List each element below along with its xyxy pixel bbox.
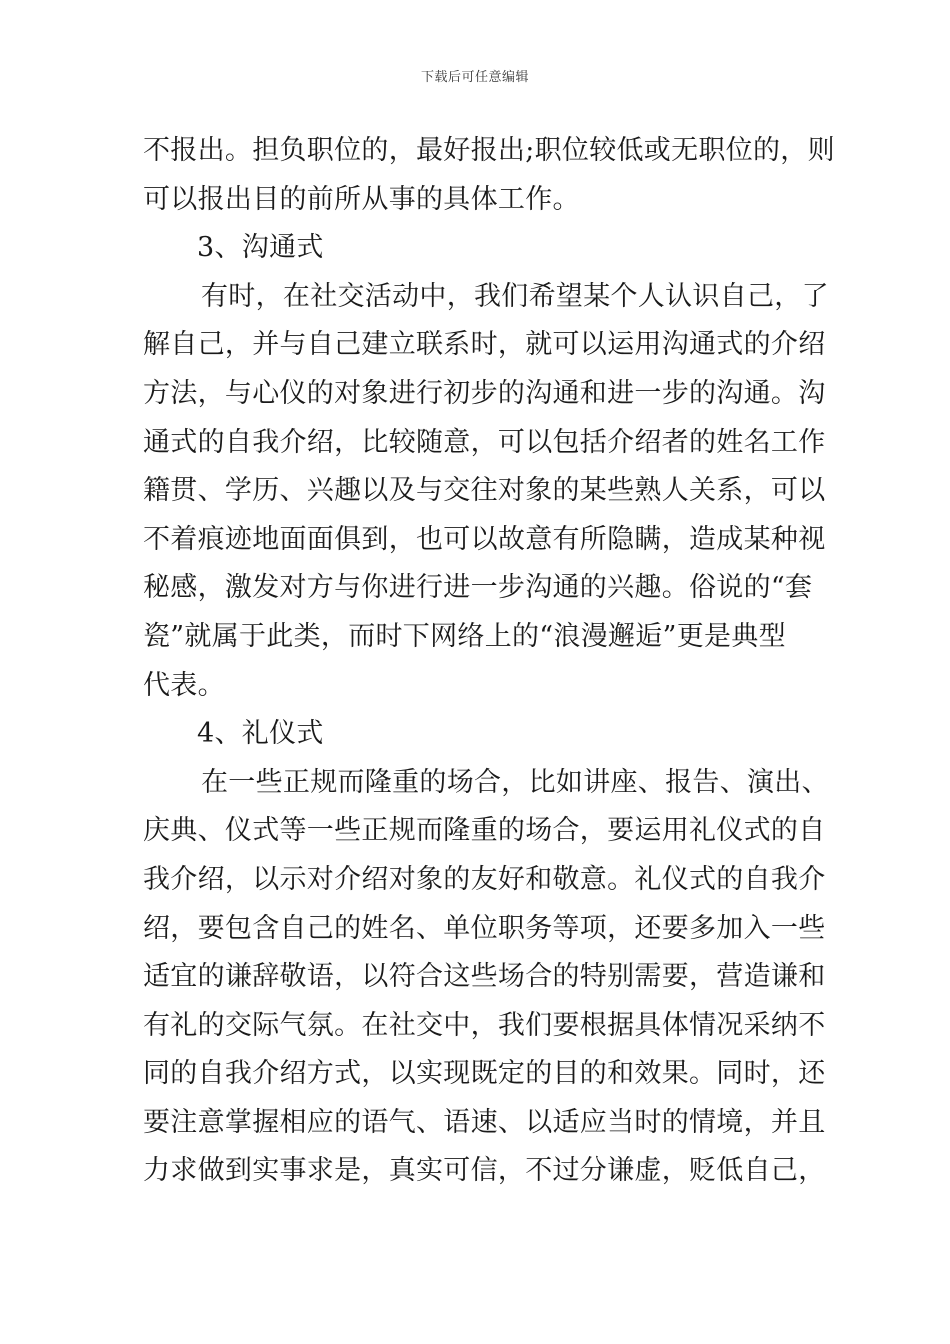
text-line: 绍，要包含自己的姓名、单位职务等项，还要多加入一些 [143,912,826,944]
text-line: 方法，与心仪的对象进行初步的沟通和进一步的沟通。沟 [143,377,826,409]
text-line: 在一些正规而隆重的场合，比如讲座、报告、演出、 [201,766,829,798]
text-line: 籍贯、学历、兴趣以及与交往对象的某些熟人关系，可以 [143,475,826,507]
section-heading: 4、礼仪式 [197,718,324,750]
text-line: 力求做到实事求是，真实可信，不过分谦虚，贬低自己， [143,1155,826,1187]
text-line: 不着痕迹地面面俱到，也可以故意有所隐瞒，造成某种视 [143,523,826,555]
text-line: 通式的自我介绍，比较随意，可以包括介绍者的姓名工作 [143,426,826,458]
document-body [143,127,835,1196]
text-line: 代表。 [143,669,225,701]
text-line: 不报出。担负职位的，最好报出;职位较低或无职位的，则 [143,135,835,166]
text-line: 解自己，并与自己建立联系时，就可以运用沟通式的介绍 [143,329,826,361]
text-line: 要注意掌握相应的语气、语速、以适应当时的情境，并且 [143,1106,826,1138]
section-heading: 3、沟通式 [197,232,324,264]
text-line: 同的自我介绍方式，以实现既定的目的和效果。同时，还 [143,1058,826,1090]
page-header: 下载后可任意编辑 [420,70,529,85]
text-line: 有礼的交际气氛。在社交中，我们要根据具体情况采纳不 [143,1009,826,1041]
text-line: 瓷”就属于此类，而时下网络上的“浪漫邂逅”更是典型 [143,620,786,652]
text-line: 有时，在社交活动中，我们希望某个人认识自己，了 [201,280,829,312]
text-line: 适宜的谦辞敬语，以符合这些场合的特别需要，营造谦和 [143,961,826,993]
text-line: 秘感，激发对方与你进行进一步沟通的兴趣。俗说的“套 [143,572,813,604]
text-line: 可以报出目的前所从事的具体工作。 [143,183,580,215]
text-line: 我介绍，以示对介绍对象的友好和敬意。礼仪式的自我介 [143,863,826,895]
text-line: 庆典、仪式等一些正规而隆重的场合，要运用礼仪式的自 [143,815,826,847]
